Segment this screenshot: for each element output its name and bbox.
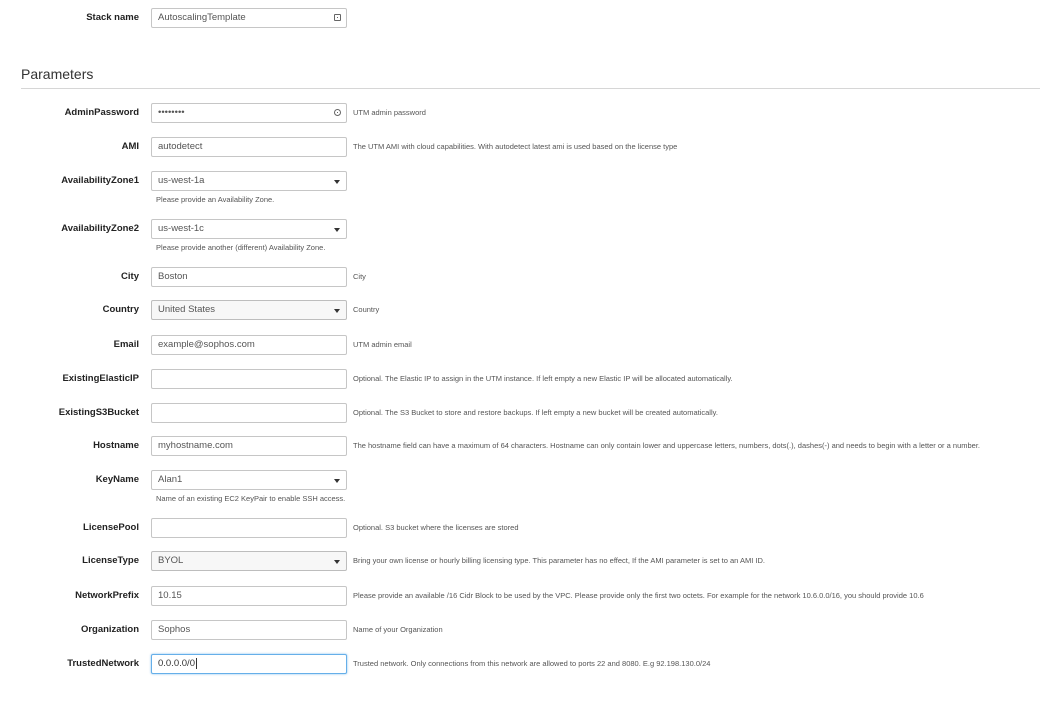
keyname-select[interactable] bbox=[151, 470, 347, 490]
networkprefix-help: Please provide an available /16 Cidr Block to be used by the VPC. Please provide only the first two octets. For example for the network 10.6.0.0/16, you should provide 10.6 bbox=[353, 591, 924, 600]
chevron-down-icon bbox=[334, 228, 340, 232]
licensetype-label: LicenseType bbox=[82, 555, 139, 566]
existings3bucket-label: ExistingS3Bucket bbox=[58, 407, 139, 418]
hostname-value: myhostname.com bbox=[158, 440, 233, 451]
licensetype-help: Bring your own license or hourly billing licensing type. This parameter has no effect, If the AMI parameter is set to an AMI ID. bbox=[353, 556, 766, 565]
section-divider bbox=[21, 88, 1040, 89]
chevron-down-icon bbox=[334, 180, 340, 184]
ami-help: The UTM AMI with cloud capabilities. With autodetect latest ami is used based on the license type bbox=[353, 142, 678, 151]
existings3bucket-input[interactable] bbox=[151, 403, 347, 423]
licensetype-select[interactable] bbox=[151, 551, 347, 571]
organization-value: Sophos bbox=[158, 624, 191, 635]
organization-help: Name of your Organization bbox=[353, 625, 443, 634]
stack-name-label: Stack name bbox=[86, 12, 139, 23]
country-select[interactable] bbox=[151, 300, 347, 320]
param-row-networkprefix bbox=[0, 586, 1040, 610]
field-options-icon[interactable] bbox=[334, 14, 341, 21]
password-manager-icon[interactable] bbox=[334, 109, 341, 116]
param-row-city bbox=[0, 267, 1040, 291]
ami-label: AMI bbox=[121, 141, 139, 152]
param-row-ami bbox=[0, 137, 1040, 161]
email-value: example@sophos.com bbox=[158, 339, 255, 350]
param-row-licensepool bbox=[0, 518, 1040, 542]
trustednetwork-label: TrustedNetwork bbox=[67, 658, 139, 669]
country-help: Country bbox=[353, 305, 380, 314]
az2-label: AvailabilityZone2 bbox=[61, 223, 139, 234]
az2-select[interactable] bbox=[151, 219, 347, 239]
licensepool-label: LicensePool bbox=[83, 522, 139, 533]
parameters-heading: Parameters bbox=[21, 66, 94, 82]
email-help: UTM admin email bbox=[353, 340, 412, 349]
param-row-existings3bucket bbox=[0, 403, 1040, 427]
organization-input[interactable] bbox=[151, 620, 347, 640]
existingelasticip-label: ExistingElasticIP bbox=[62, 373, 139, 384]
param-row-organization bbox=[0, 620, 1040, 644]
stack-name-value: AutoscalingTemplate bbox=[158, 12, 246, 23]
licensepool-help: Optional. S3 bucket where the licenses are stored bbox=[353, 523, 519, 532]
param-row-adminpassword bbox=[0, 103, 1040, 127]
az1-subtext: Please provide an Availability Zone. bbox=[156, 195, 275, 204]
az1-value: us-west-1a bbox=[158, 175, 205, 186]
az2-subtext: Please provide another (different) Availability Zone. bbox=[156, 243, 326, 252]
param-row-email bbox=[0, 335, 1040, 359]
email-label: Email bbox=[113, 339, 139, 350]
licensetype-value: BYOL bbox=[158, 555, 184, 566]
param-row-hostname bbox=[0, 436, 1040, 460]
city-help: City bbox=[353, 272, 366, 281]
adminpassword-input[interactable] bbox=[151, 103, 347, 123]
country-label: Country bbox=[102, 304, 139, 315]
hostname-label: Hostname bbox=[93, 440, 139, 451]
organization-label: Organization bbox=[80, 624, 139, 635]
text-cursor bbox=[196, 658, 197, 669]
az1-select[interactable] bbox=[151, 171, 347, 191]
hostname-help: The hostname field can have a maximum of 64 characters. Hostname can only contain lower and uppercase letters, numbers, dots(.), dashes(-) and needs to begin with a letter or a number. bbox=[353, 441, 980, 450]
param-row-licensetype bbox=[0, 551, 1040, 575]
city-value: Boston bbox=[158, 271, 188, 282]
keyname-value: Alan1 bbox=[158, 474, 183, 485]
az1-label: AvailabilityZone1 bbox=[61, 175, 139, 186]
param-row-trustednetwork bbox=[0, 654, 1040, 678]
trustednetwork-input[interactable] bbox=[151, 654, 347, 674]
trustednetwork-value: 0.0.0.0/0 bbox=[158, 658, 195, 669]
chevron-down-icon bbox=[334, 309, 340, 313]
param-row-country bbox=[0, 300, 1040, 324]
country-value: United States bbox=[158, 304, 216, 315]
az2-value: us-west-1c bbox=[158, 223, 204, 234]
keyname-label: KeyName bbox=[95, 474, 139, 485]
trustednetwork-help: Trusted network. Only connections from this network are allowed to ports 22 and 8080. E.g 92.198.130.0/24 bbox=[353, 659, 711, 668]
ami-input[interactable] bbox=[151, 137, 347, 157]
chevron-down-icon bbox=[334, 479, 340, 483]
adminpassword-help: UTM admin password bbox=[353, 108, 426, 117]
networkprefix-input[interactable] bbox=[151, 586, 347, 606]
stack-name-input[interactable] bbox=[151, 8, 347, 28]
networkprefix-value: 10.15 bbox=[158, 590, 182, 601]
city-label: City bbox=[121, 271, 139, 282]
adminpassword-label: AdminPassword bbox=[64, 107, 139, 118]
existings3bucket-help: Optional. The S3 Bucket to store and restore backups. If left empty a new bucket will be created automatically. bbox=[353, 408, 718, 417]
city-input[interactable] bbox=[151, 267, 347, 287]
stack-name-row bbox=[0, 8, 1040, 32]
hostname-input[interactable] bbox=[151, 436, 347, 456]
param-row-existingelasticip bbox=[0, 369, 1040, 393]
licensepool-input[interactable] bbox=[151, 518, 347, 538]
existingelasticip-input[interactable] bbox=[151, 369, 347, 389]
existingelasticip-help: Optional. The Elastic IP to assign in the UTM instance. If left empty a new Elastic IP will be allocated automatically. bbox=[353, 374, 733, 383]
ami-value: autodetect bbox=[158, 141, 203, 152]
adminpassword-value: •••••••• bbox=[158, 107, 185, 118]
param-row-az2 bbox=[0, 219, 1040, 252]
keyname-subtext: Name of an existing EC2 KeyPair to enable SSH access. bbox=[156, 494, 346, 503]
param-row-keyname bbox=[0, 470, 1040, 503]
email-input[interactable] bbox=[151, 335, 347, 355]
networkprefix-label: NetworkPrefix bbox=[75, 590, 139, 601]
chevron-down-icon bbox=[334, 560, 340, 564]
param-row-az1 bbox=[0, 171, 1040, 204]
